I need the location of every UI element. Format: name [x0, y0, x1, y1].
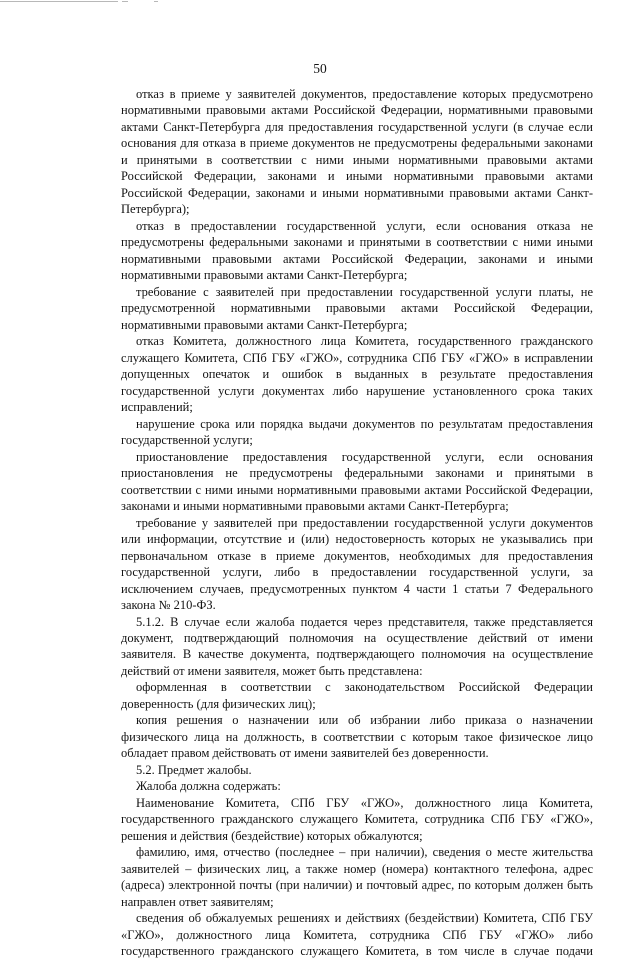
section-heading-5-2: 5.2. Предмет жалобы.: [136, 762, 252, 777]
paragraph-refusal-provide-service: отказ в предоставлении государственной услуги, если основания отказа не предусмотрены федеральными законами и принятыми в соответствии с ними иными нормативными правовыми актами Российской Федерации, законами и иными нормативными правовыми актами Санкт-Петербурга;: [121, 218, 593, 283]
paragraph-complaint-must-contain: Жалоба должна содержать:: [136, 779, 281, 794]
paragraph-refusal-accept-docs: отказ в приеме у заявителей документов, предоставление которых предусмотрено нормативными правовыми актами Российской Федерации, нормативными правовыми актами Санкт-Петербурга для предоставления государственной услуги (в случае если основания для отказа в приеме документов не предусмотрены федеральными законами и принятыми в соответствии с ними иными нормативными правовыми актами Российской Федерации, законами и иными нормативными правовыми актами Российской Федерации, законами и иными нормативными правовыми актами Санкт-Петербурга);: [121, 87, 593, 217]
paragraph-naming-requirement: Наименование Комитета, СПб ГБУ «ГЖО», должностного лица Комитета, государственного гражданского служащего Комитета, сотрудника СПб ГБУ «ГЖО», решения и действия (бездействие) которых обжалуются;: [121, 795, 593, 843]
paragraph-applicant-details: фамилию, имя, отчество (последнее – при наличии), сведения о месте жительства заявителей – физических лиц, а также номер (номера) контактного телефона, адрес (адреса) электронной почты (при наличии) и почтовый адрес, по которым должен быть направлен ответ заявителям;: [121, 845, 593, 909]
paragraph-extra-documents: требование у заявителей при предоставлении государственной услуги документов или информации, отсутствие и (или) недостоверность которых не указывались при первоначальном отказе в приеме документов, необходимых для предоставления государственной услуги, либо в предоставлении государственной услуги, за исключением случаев, предусмотренных пунктом 4 части 1 статьи 7 Федерального закона № 210-ФЗ.: [121, 515, 593, 613]
paragraph-suspension: приостановление предоставления государственной услуги, если основания приостановления не предусмотрены федеральными законами и принятыми в соответствии с ними иными нормативными правовыми актами Российской Федерации, законами и иными нормативными правовыми актами Санкт-Петербурга;: [121, 449, 593, 514]
paragraph-delivery-violation: нарушение срока или порядка выдачи документов по результатам предоставления государственной услуги;: [121, 416, 593, 448]
paragraph-fee-requirement: требование с заявителей при предоставлении государственной услуги платы, не предусмотренной нормативными правовыми актами Российской Федерации, нормативными правовыми актами Санкт-Петербурга;: [121, 284, 593, 332]
paragraph-5-1-2-representative: 5.1.2. В случае если жалоба подается через представителя, также представляется документ, подтверждающий полномочия на осуществление действий от имени заявителя. В качестве документа, подтверждающего полномочия на осуществление действий от имени заявителя, может быть представлена:: [121, 614, 593, 678]
paragraph-refusal-fix-errors: отказ Комитета, должностного лица Комитета, государственного гражданского служащего Комитета, СПб ГБУ «ГЖО», сотрудника СПб ГБУ «ГЖО» в исправлении допущенных опечаток и ошибок в выданных в результате предоставления государственной услуги документах либо нарушение установленного срока таких исправлений;: [121, 334, 593, 415]
paragraph-power-of-attorney: оформленная в соответствии с законодательством Российской Федерации доверенность (для физических лиц);: [121, 680, 593, 711]
scan-artifact-line: [0, 1, 118, 2]
page-number: 50: [313, 61, 327, 76]
scan-artifact-line: [154, 1, 158, 2]
paragraph-appealed-decisions: сведения об обжалуемых решениях и действиях (бездействии) Комитета, СПб ГБУ «ГЖО», должностного лица Комитета, сотрудника СПб ГБУ «ГЖО» либо государственного гражданского служащего Комитета, в том числе в случае подачи: [121, 911, 593, 959]
document-body: [121, 86, 593, 960]
paragraph-appointment-copy: копия решения о назначении или об избрании либо приказа о назначении физического лица на должность, в соответствии с которым такое физическое лицо обладает правом действовать от имени заявителей без доверенности.: [121, 713, 593, 761]
scan-artifact-line: [122, 1, 128, 2]
